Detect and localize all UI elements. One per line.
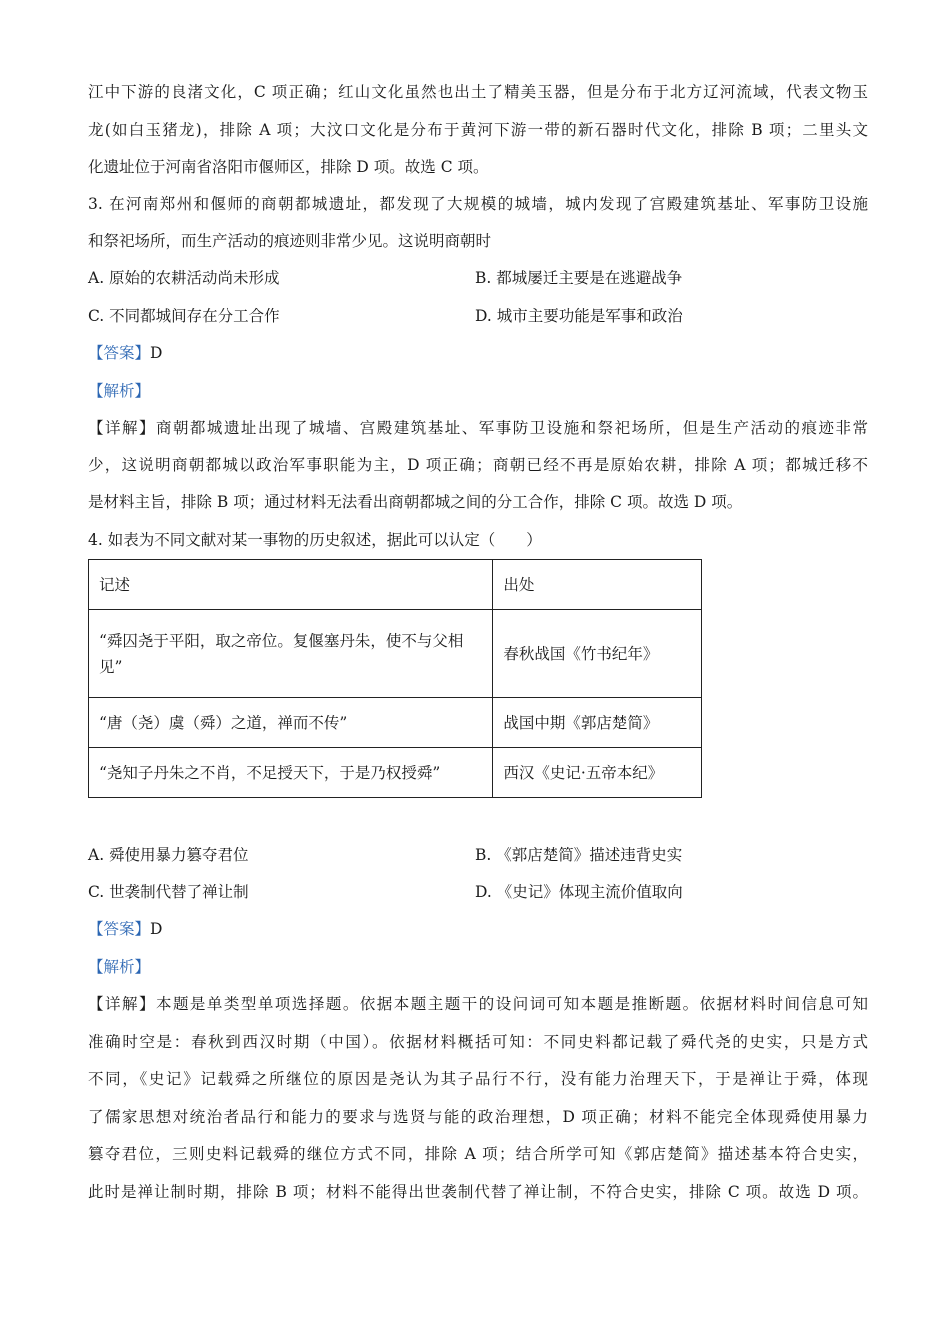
table-cell-source: 春秋战国《竹书纪年》 (493, 610, 702, 698)
q4-option-d: D. 《史记》体现主流价值取向 (475, 883, 683, 901)
q4-option-c: C. 世袭制代替了禅让制 (88, 883, 249, 901)
q3-stem-line-1: 3. 在河南郑州和偃师的商朝都城遗址，都发现了大规模的城墙，城内发现了宫殿建筑基址、军事防卫设施 (88, 195, 868, 213)
q4-detail-line-5: 篡夺君位，三则史料记载舜的继位方式不同，排除 A 项；结合所学可知《郭店楚简》描述基本符合史实， (88, 1145, 868, 1163)
prev-explanation-line-3: 化遗址位于河南省洛阳市偃师区，排除 D 项。故选 C 项。 (88, 158, 489, 176)
table-row (89, 610, 702, 698)
table-header-record: 记述 (89, 560, 493, 610)
q4-answer-line (88, 919, 868, 939)
q4-detail-line-6: 此时是禅让制时期，排除 B 项；材料不能得出世袭制代替了禅让制，不符合史实，排除 C 项。故选 D 项。 (88, 1183, 868, 1201)
prev-explanation-line-2: 龙(如白玉猪龙)，排除 A 项；大汶口文化是分布于黄河下游一带的新石器时代文化，排除 B 项；二里头文 (88, 121, 868, 139)
q3-option-c: C. 不同都城间存在分工合作 (88, 307, 280, 325)
q3-analysis-tag: 【解析】 (88, 382, 151, 400)
table-cell-source: 西汉《史记·五帝本纪》 (493, 748, 702, 798)
q4-answer-tag: 【答案】 (88, 920, 151, 938)
q4-detail-tag: 【详解】 (88, 995, 156, 1013)
table-cell-record: “尧知子丹朱之不肖，不足授天下，于是乃权授舜” (89, 748, 493, 798)
q3-detail-text-1: 商朝都城遗址出现了城墙、宫殿建筑基址、军事防卫设施和祭祀场所，但是生产活动的痕迹非常 (155, 419, 868, 437)
table-header-row (89, 560, 702, 610)
q4-detail-text-1: 本题是单类型单项选择题。依据本题主题干的设问词可知本题是推断题。依据材料时间信息可知 (155, 995, 868, 1013)
table-row (89, 698, 702, 748)
prev-explanation-line-1: 江中下游的良渚文化，C 项正确；红山文化虽然也出土了精美玉器，但是分布于北方辽河流域，代表文物玉 (88, 83, 868, 101)
q4-detail-line-4: 了儒家思想对统治者品行和能力的要求与选贤与能的政治理想，D 项正确；材料不能完全体现舜使用暴力 (88, 1108, 868, 1126)
q3-answer-line (88, 343, 868, 363)
history-table (88, 559, 702, 798)
table-cell-source: 战国中期《郭店楚简》 (493, 698, 702, 748)
q3-detail-line-3: 是材料主旨，排除 B 项；通过材料无法看出商朝都城之间的分工合作，排除 C 项。故选 D 项。 (88, 493, 743, 511)
table-cell-record: “唐（尧）虞（舜）之道，禅而不传” (89, 698, 493, 748)
q3-option-b: B. 都城屡迁主要是在逃避战争 (475, 269, 683, 287)
q4-detail-line-2: 准确时空是：春秋到西汉时期（中国）。依据材料概括可知：不同史料都记载了舜代尧的史实，只是方式 (88, 1033, 868, 1051)
q4-answer-value: D (150, 920, 163, 938)
table-cell-record: “舜囚尧于平阳，取之帝位。复偃塞丹朱，使不与父相见” (89, 610, 493, 698)
q3-detail-tag: 【详解】 (88, 419, 156, 437)
q3-detail-line-1 (88, 418, 868, 438)
q3-answer-value: D (150, 344, 163, 362)
q4-option-b: B. 《郭店楚简》描述违背史实 (475, 846, 683, 864)
q3-option-a: A. 原始的农耕活动尚未形成 (88, 269, 280, 287)
q4-stem: 4. 如表为不同文献对某一事物的历史叙述，据此可以认定（ ） (88, 531, 542, 549)
q3-detail-line-2: 少，这说明商朝都城以政治军事职能为主，D 项正确；商朝已经不再是原始农耕，排除 A 项；都城迁移不 (88, 456, 868, 474)
q4-option-a: A. 舜使用暴力篡夺君位 (88, 846, 249, 864)
q3-stem-line-2: 和祭祀场所，而生产活动的痕迹则非常少见。这说明商朝时 (88, 232, 492, 250)
q4-analysis-line (88, 957, 868, 977)
table-row (89, 748, 702, 798)
q3-answer-tag: 【答案】 (88, 344, 151, 362)
q4-detail-line-3: 不同，《史记》记载舜之所继位的原因是尧认为其子品行不行，没有能力治理天下，于是禅让于舜，体现 (88, 1070, 868, 1088)
q3-analysis-line (88, 381, 868, 401)
table-header-source: 出处 (493, 560, 702, 610)
q3-option-d: D. 城市主要功能是军事和政治 (475, 307, 683, 325)
q4-detail-line-1 (88, 994, 868, 1014)
q4-analysis-tag: 【解析】 (88, 958, 151, 976)
